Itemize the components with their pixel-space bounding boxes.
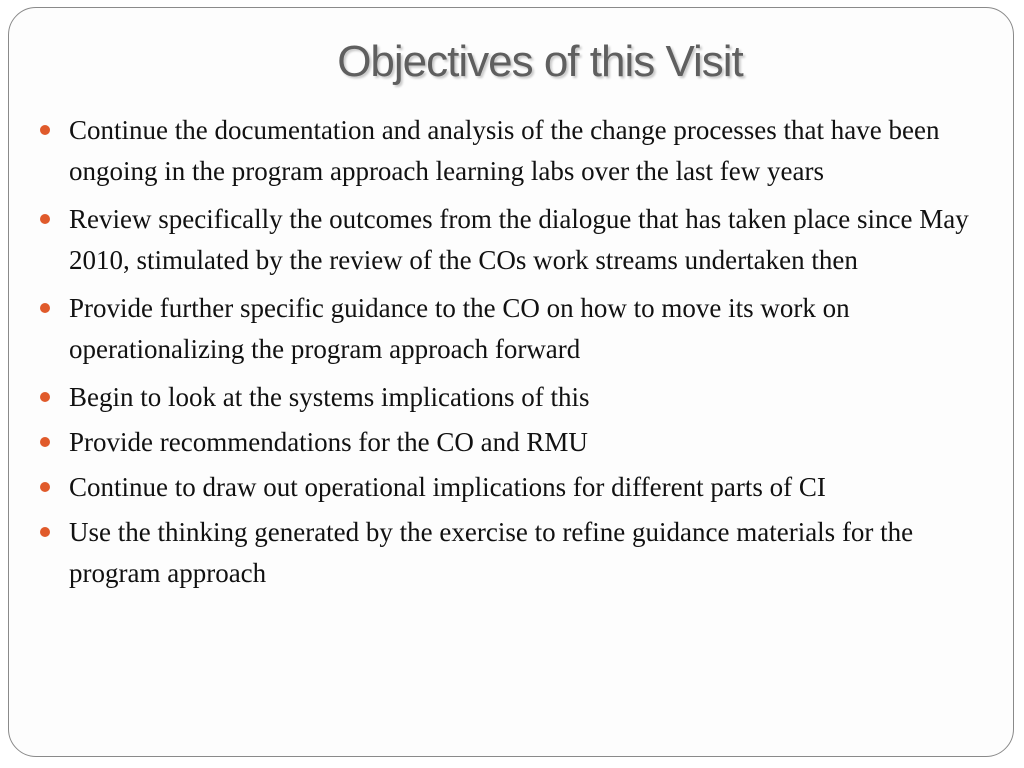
bullet-dot-icon [40,482,50,492]
bullet-dot-icon [40,125,50,135]
bullet-item [40,512,992,594]
bullet-text: Continue the documentation and analysis of the change processes that have been ongoing in the program approach learning labs over the last few years [69,115,940,186]
bullet-dot-icon [40,214,50,224]
bullet-text: Provide further specific guidance to the CO on how to move its work on operationalizing the program approach forward [69,293,850,364]
bullet-dot-icon [40,527,50,537]
bullet-item [40,110,992,192]
bullet-text: Continue to draw out operational implications for different parts of CI [69,472,826,502]
bullet-text: Provide recommendations for the CO and RMU [69,427,588,457]
bullet-item [40,199,992,281]
slide-title: Objectives of this Visit [337,37,743,86]
bullet-dot-icon [40,303,50,313]
bullet-dot-icon [40,392,50,402]
bullet-item [40,377,992,418]
bullet-item [40,288,992,370]
bullet-text: Use the thinking generated by the exercise to refine guidance materials for the program approach [69,517,914,588]
bullet-list [40,110,992,598]
bullet-text: Review specifically the outcomes from the dialogue that has taken place since May 2010, stimulated by the review of the COs work streams undertaken then [69,204,969,275]
bullet-dot-icon [40,437,50,447]
bullet-text: Begin to look at the systems implications of this [69,382,590,412]
bullet-item [40,467,992,508]
bullet-item [40,422,992,463]
